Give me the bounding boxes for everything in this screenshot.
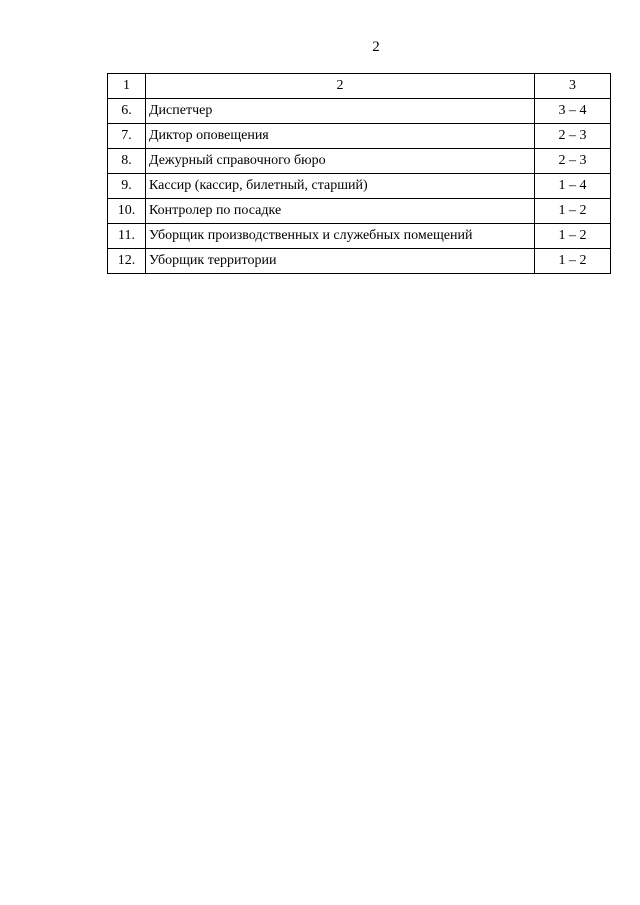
grade-range: 3 – 4 bbox=[535, 99, 611, 124]
position-name: Диспетчер bbox=[146, 99, 535, 124]
table-row bbox=[108, 224, 611, 249]
position-name: Контролер по посадке bbox=[146, 199, 535, 224]
position-name: Уборщик территории bbox=[146, 249, 535, 274]
grade-range: 2 – 3 bbox=[535, 124, 611, 149]
row-number: 8. bbox=[108, 149, 146, 174]
table-row bbox=[108, 199, 611, 224]
column-header-3: 3 bbox=[535, 74, 611, 99]
table-row bbox=[108, 99, 611, 124]
document-table bbox=[107, 73, 610, 274]
table-row bbox=[108, 124, 611, 149]
table-row bbox=[108, 249, 611, 274]
table-row bbox=[108, 174, 611, 199]
row-number: 10. bbox=[108, 199, 146, 224]
grade-range: 1 – 2 bbox=[535, 224, 611, 249]
table-header-row bbox=[108, 74, 611, 99]
row-number: 9. bbox=[108, 174, 146, 199]
position-name: Кассир (кассир, билетный, старший) bbox=[146, 174, 535, 199]
page-number: 2 bbox=[372, 39, 380, 55]
table-row bbox=[108, 149, 611, 174]
positions-table bbox=[107, 73, 611, 274]
column-header-1: 1 bbox=[108, 74, 146, 99]
position-name: Уборщик производственных и служебных помещений bbox=[146, 224, 535, 249]
grade-range: 1 – 2 bbox=[535, 249, 611, 274]
row-number: 12. bbox=[108, 249, 146, 274]
row-number: 7. bbox=[108, 124, 146, 149]
position-name: Дежурный справочного бюро bbox=[146, 149, 535, 174]
row-number: 11. bbox=[108, 224, 146, 249]
grade-range: 1 – 4 bbox=[535, 174, 611, 199]
column-header-2: 2 bbox=[146, 74, 535, 99]
grade-range: 1 – 2 bbox=[535, 199, 611, 224]
grade-range: 2 – 3 bbox=[535, 149, 611, 174]
row-number: 6. bbox=[108, 99, 146, 124]
position-name: Диктор оповещения bbox=[146, 124, 535, 149]
